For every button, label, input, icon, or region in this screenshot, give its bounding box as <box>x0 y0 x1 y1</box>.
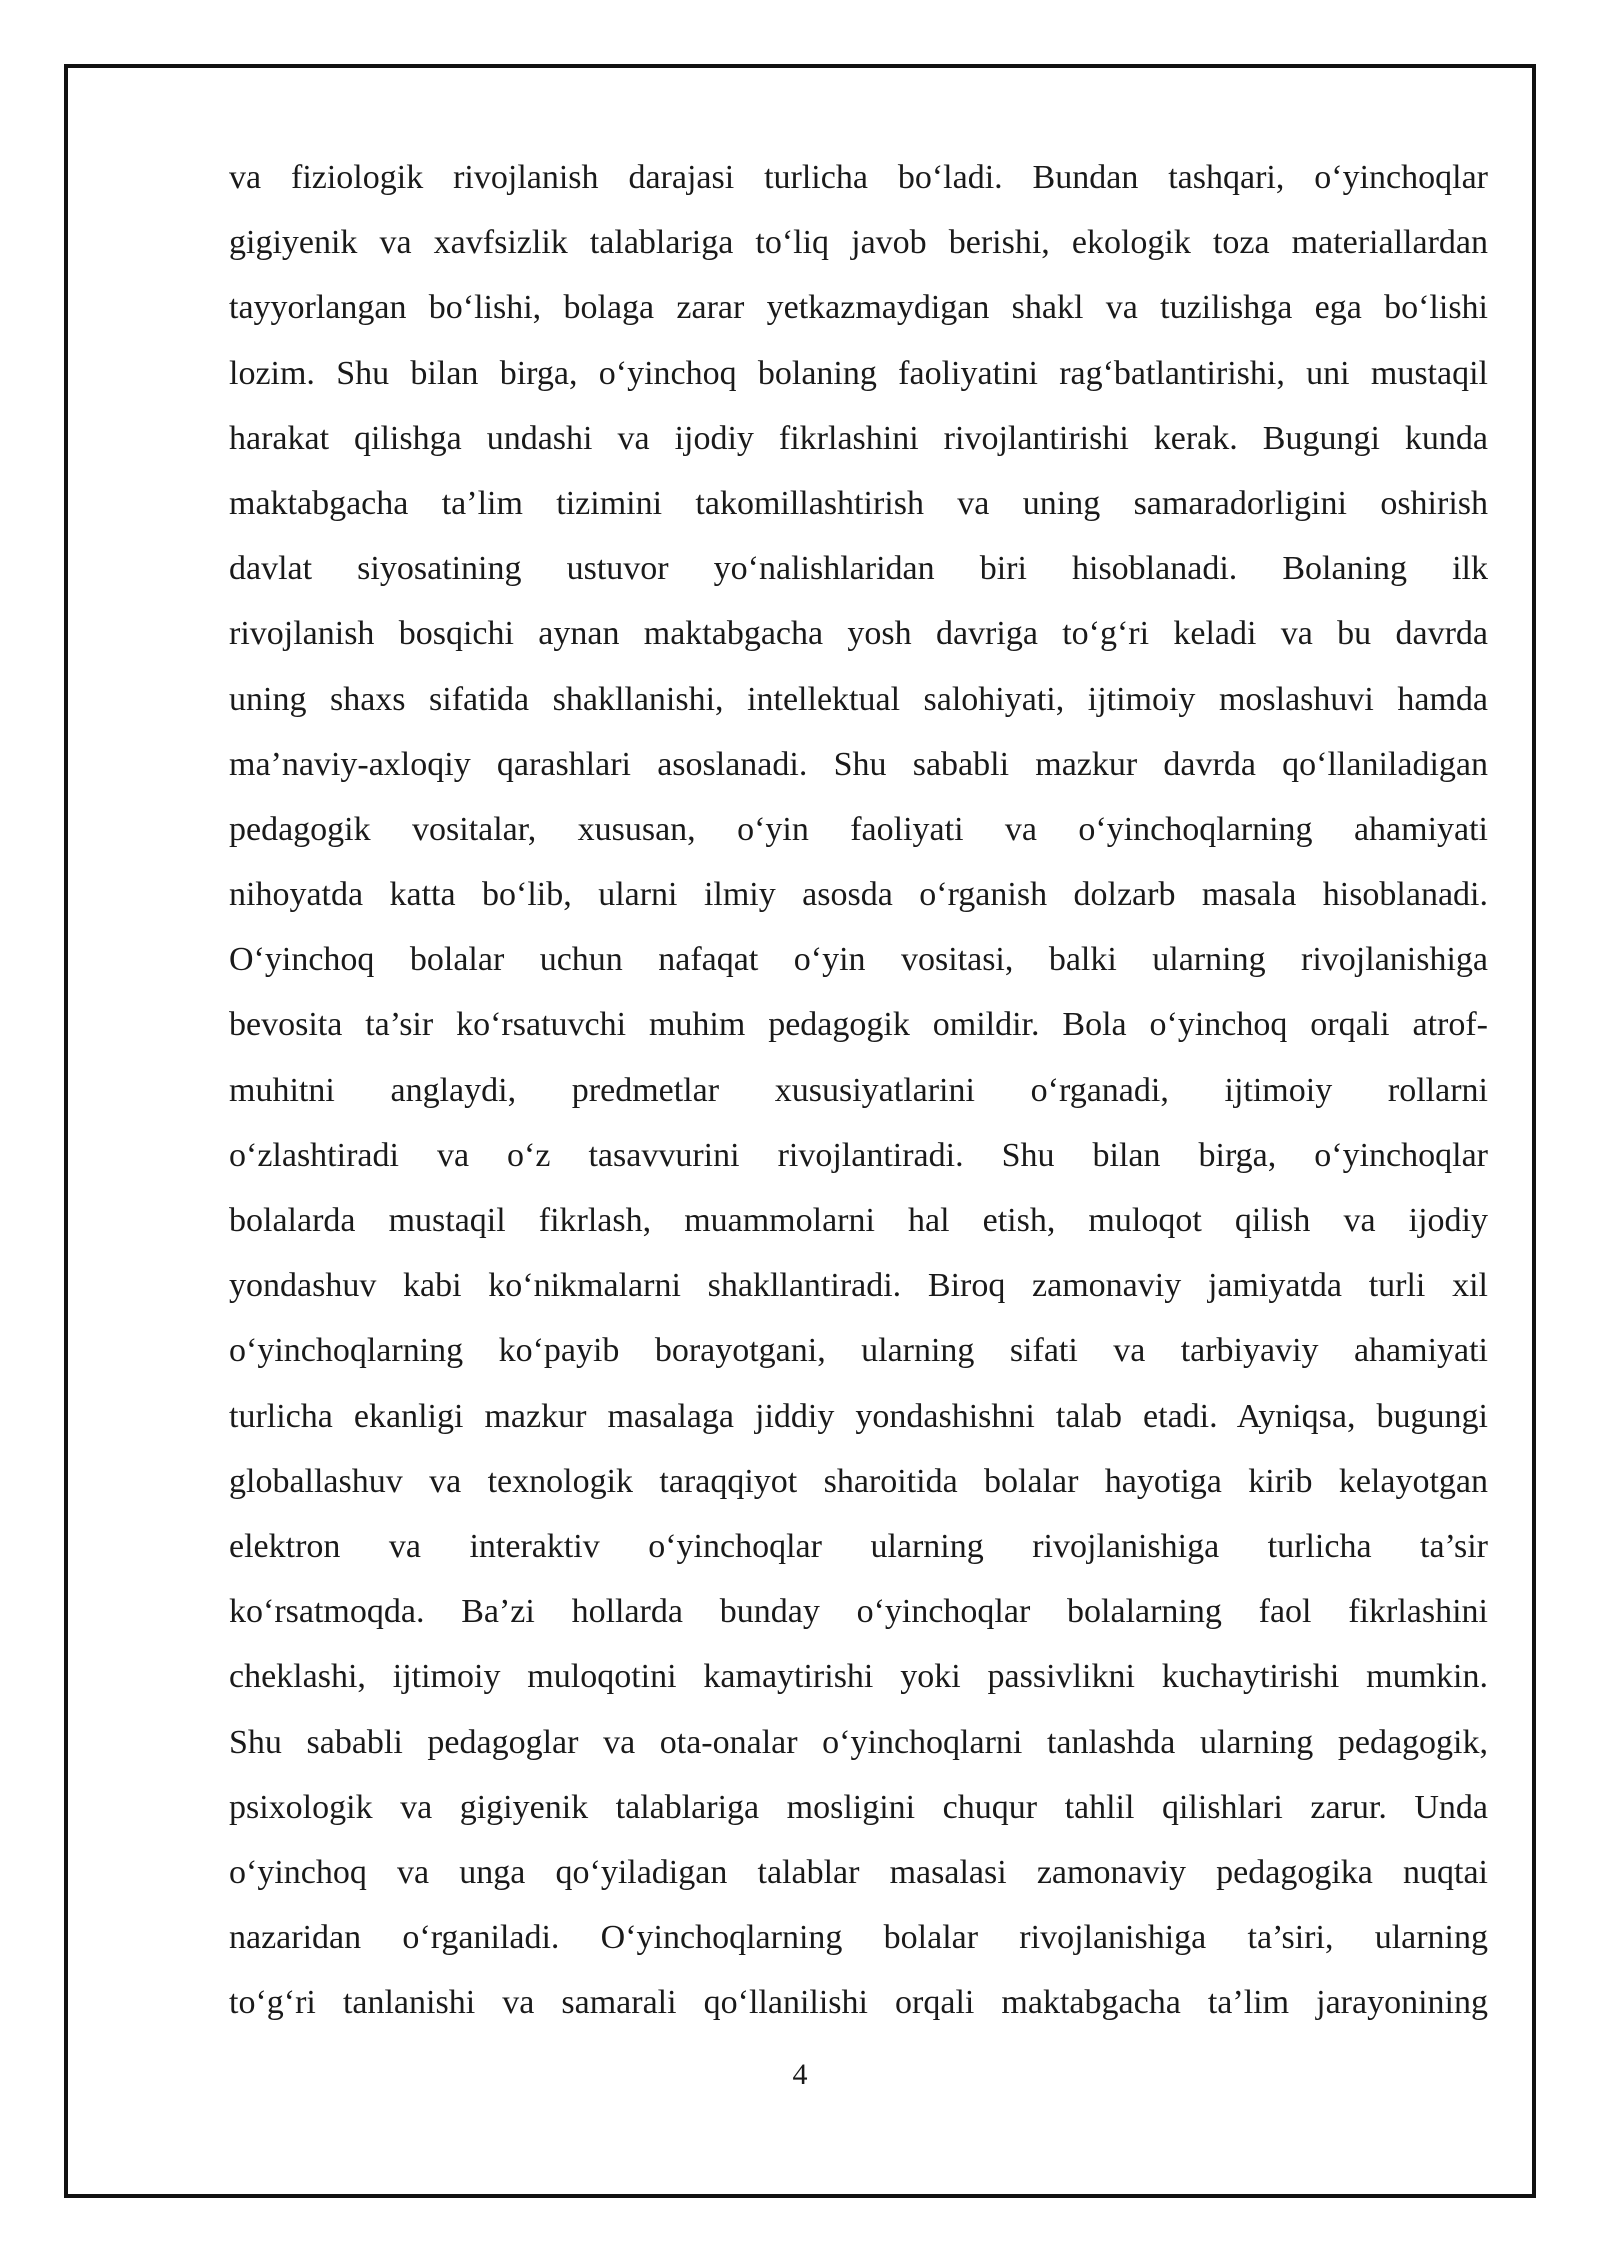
text-line: muhitni anglaydi, predmetlar xususiyatlarini o‘rganadi, ijtimoiy rollarni <box>229 1071 1488 1109</box>
text-line: ko‘rsatmoqda. Ba’zi hollarda bunday o‘yinchoqlar bolalarning faol fikrlashini <box>229 1593 1488 1631</box>
text-line: va fiziologik rivojlanish darajasi turlicha bo‘ladi. Bundan tashqari, o‘yinchoqlar <box>229 159 1488 196</box>
text-line: pedagogik vositalar, xususan, o‘yin faoliyati va o‘yinchoqlarning ahamiyati <box>229 810 1488 848</box>
text-line: elektron va interaktiv o‘yinchoqlar ularning rivojlanishiga turlicha ta’sir <box>229 1527 1488 1565</box>
text-line: nihoyatda katta bo‘lib, ularni ilmiy asosda o‘rganish dolzarb masala hisoblanadi. <box>229 876 1488 914</box>
text-line: cheklashi, ijtimoiy muloqotini kamaytirishi yoki passivlikni kuchaytirishi mumkin. <box>229 1658 1488 1696</box>
text-line: maktabgacha ta’lim tizimini takomillashtirish va uning samaradorligini oshirish <box>229 484 1488 522</box>
text-line: uning shaxs sifatida shakllanishi, intellektual salohiyati, ijtimoiy moslashuvi hamda <box>229 680 1488 718</box>
text-line: davlat siyosatining ustuvor yo‘nalishlaridan biri hisoblanadi. Bolaning ilk <box>229 550 1488 588</box>
text-line: bevosita ta’sir ko‘rsatuvchi muhim pedagogik omildir. Bola o‘yinchoq orqali atrof- <box>229 1006 1488 1044</box>
text-line: o‘yinchoqlarning ko‘payib borayotgani, ularning sifati va tarbiyaviy ahamiyati <box>229 1332 1488 1370</box>
text-line: harakat qilishga undashi va ijodiy fikrlashini rivojlantirishi kerak. Bugungi kunda <box>229 419 1488 457</box>
body-paragraph <box>229 145 1488 2035</box>
text-line: O‘yinchoq bolalar uchun nafaqat o‘yin vositasi, balki ularning rivojlanishiga <box>229 941 1488 979</box>
text-line: bolalarda mustaqil fikrlash, muammolarni hal etish, muloqot qilish va ijodiy <box>229 1202 1488 1239</box>
text-line: ma’naviy-axloqiy qarashlari asoslanadi. Shu sababli mazkur davrda qo‘llaniladigan <box>229 745 1488 783</box>
text-line: globallashuv va texnologik taraqqiyot sharoitida bolalar hayotiga kirib kelayotgan <box>229 1462 1488 1500</box>
text-line: to‘g‘ri tanlanishi va samarali qo‘llanilishi orqali maktabgacha ta’lim jarayonining <box>229 1984 1488 2022</box>
text-line: yondashuv kabi ko‘nikmalarni shakllantiradi. Biroq zamonaviy jamiyatda turli xil <box>229 1267 1488 1305</box>
text-line: turlicha ekanligi mazkur masalaga jiddiy yondashishni talab etadi. Ayniqsa, bugungi <box>229 1397 1488 1435</box>
text-line: psixologik va gigiyenik talablariga mosligini chuqur tahlil qilishlari zarur. Unda <box>229 1788 1488 1826</box>
text-line: tayyorlangan bo‘lishi, bolaga zarar yetkazmaydigan shakl va tuzilishga ega bo‘lishi <box>229 289 1488 327</box>
text-line: rivojlanish bosqichi aynan maktabgacha yosh davriga to‘g‘ri keladi va bu davrda <box>229 615 1488 653</box>
page-number: 4 <box>792 2058 808 2091</box>
text-line: Shu sababli pedagoglar va ota-onalar o‘yinchoqlarni tanlashda ularning pedagogik, <box>229 1723 1488 1761</box>
text-line: nazaridan o‘rganiladi. O‘yinchoqlarning bolalar rivojlanishiga ta’siri, ularning <box>229 1919 1488 1957</box>
text-line: gigiyenik va xavfsizlik talablariga to‘liq javob berishi, ekologik toza materiallardan <box>229 224 1488 262</box>
text-line: o‘zlashtiradi va o‘z tasavvurini rivojlantiradi. Shu bilan birga, o‘yinchoqlar <box>229 1136 1488 1174</box>
text-line: o‘yinchoq va unga qo‘yiladigan talablar masalasi zamonaviy pedagogika nuqtai <box>229 1853 1488 1891</box>
text-line: lozim. Shu bilan birga, o‘yinchoq bolaning faoliyatini rag‘batlantirishi, uni mustaqil <box>229 354 1488 392</box>
